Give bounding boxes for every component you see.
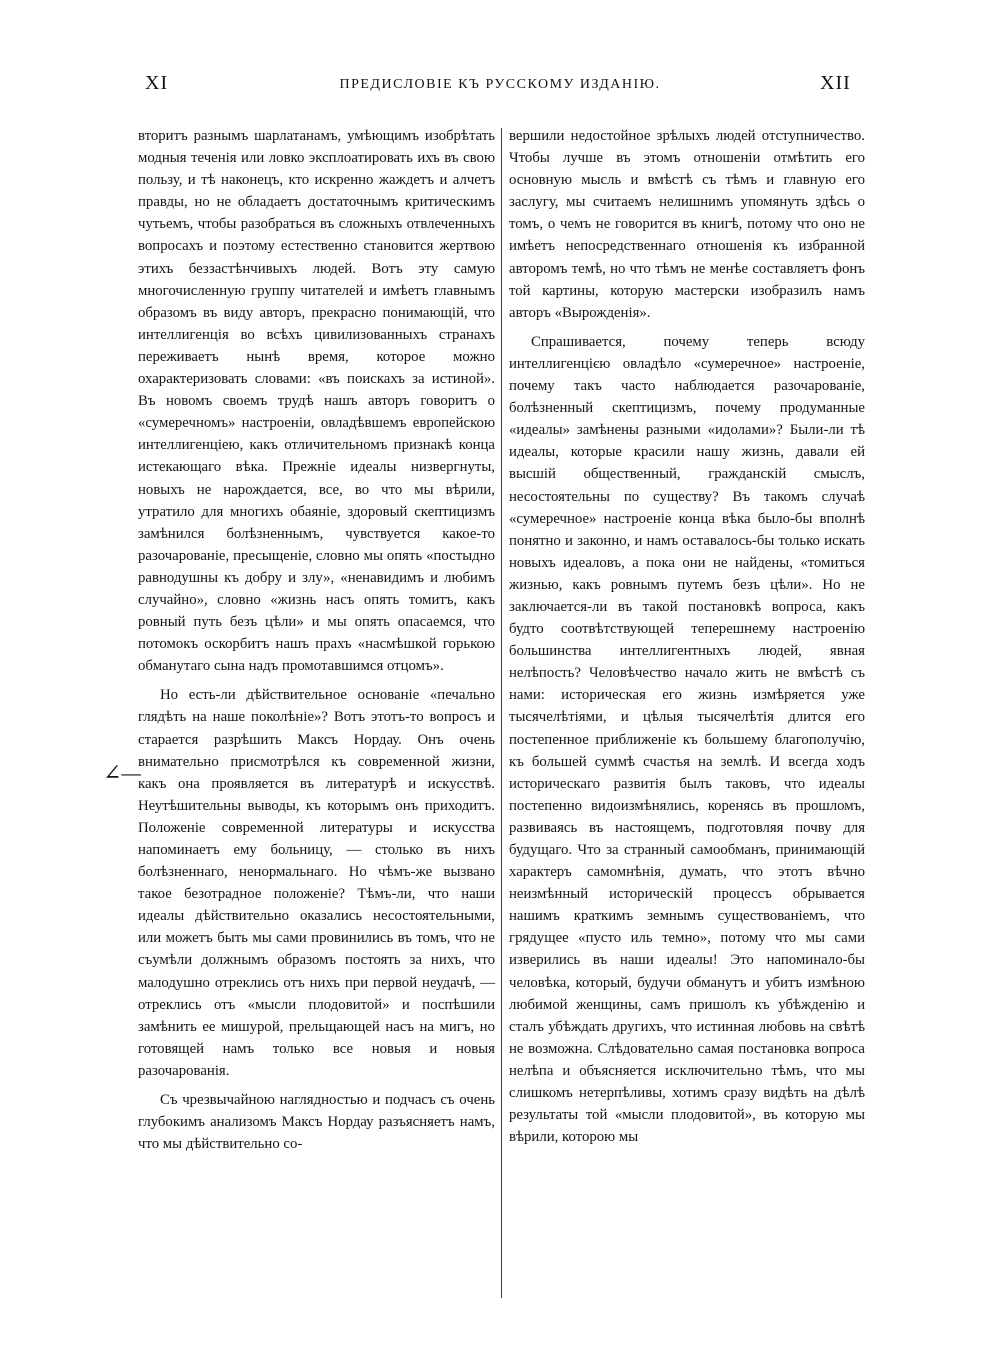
page-number-right: XII xyxy=(820,72,851,94)
left-paragraph-2: Но есть-ли дѣйствительное основаніе «печально глядѣть на наше поколѣніе»? Вотъ этотъ-то вопросъ и старается разрѣшить Максъ Нордау. Онъ очень внимательно присмотрѣлся къ современной жизни, какъ она проявляется въ литературѣ и искусствѣ. Неутѣшительны выводы, къ которымъ онъ приходитъ. Положеніе современной литературы и искусства напоминаетъ ему больницу, — столько въ нихъ болѣзненнаго, ненормальнаго. Но чѣмъ-же вызвано такое безотрадное положеніе? Тѣмъ-ли, что наши идеалы дѣйствительно оказались несостоятельными, или можетъ быть мы сами провинились въ томъ, что не съумѣли должнымъ образомъ постоять за нихъ, что малодушно отреклись отъ нихъ при первой неудачѣ, — отреклись отъ «мысли плодовитой» и поспѣшили замѣнить ее мишурой, прельщающей насъ на мигъ, но готовящей намъ только все новыя и новыя разочарованія. xyxy=(138,687,495,1079)
left-paragraph-1: вторитъ разнымъ шарлатанамъ, умѣющимъ изобрѣтать модныя теченія или ловко эксплоатировать ихъ въ свою пользу, и тѣ наконецъ, кто искренно жаждетъ и алчетъ правды, но не обладаетъ достаточнымъ критическимъ чутьемъ, чтобы разобраться въ сложныхъ отвлеченныхъ вопросахъ и поэтому естественно становится жертвою этихъ беззастѣнчивыхъ людей. Вотъ эту самую многочисленную группу читателей и имѣетъ главнымъ образомъ въ виду авторъ, прекрасно понимающій, что интеллигенція во всѣхъ цивилизованныхъ странахъ переживаетъ нынѣ время, которое можно охарактеризовать словами: «въ поискахъ за истиной». Въ новомъ своемъ трудѣ нашъ авторъ говоритъ о «сумеречномъ» настроеніи, овладѣвшемъ европейскою интеллигенціею, какъ отличительномъ признакѣ конца истекающаго вѣка. Прежніе идеалы низвергнуты, новыхъ не нарождается, все, во что мы вѣрили, утратило для многихъ обаяніе, здоровый скептицизмъ замѣнился болѣзненнымъ, чувствуется какое-то разочарованіе, пресыщеніе, словно мы опять «постыдно равнодушны къ добру и злу», «ненавидимъ и любимъ случайно», словно «жизнь насъ опять томитъ, какъ ровный путь безъ цѣли» и мы опять опасаемся, что потомокъ оскорбитъ нашъ прахъ «насмѣшкой горькою обманутаго сына надъ промотавшимся отцомъ». xyxy=(138,128,495,675)
column-divider xyxy=(501,128,502,1298)
right-paragraph-1: вершили недостойное зрѣлыхъ людей отступничество. Чтобы лучше въ этомъ отношеніи отмѣтить его основную мысль и вмѣстѣ съ тѣмъ и главную его заслугу, мы считаемъ нелишнимъ упомянуть здѣсь о томъ, о чемъ не говорится въ книгѣ, потому что оно не имѣетъ непосредственнаго отношенія къ избранной авторомъ темѣ, но что тѣмъ не менѣе составляетъ фонъ той картины, которую мастерски изобразилъ намъ авторъ «Вырожденія». xyxy=(509,128,865,321)
left-paragraph-3: Съ чрезвычайною наглядностью и подчасъ съ очень глубокимъ анализомъ Максъ Нордау разъясняетъ намъ, что мы дѣйствительно со- xyxy=(138,1092,495,1153)
page-number-left: XI xyxy=(145,72,169,94)
page-header xyxy=(0,72,1000,102)
left-column xyxy=(138,125,495,1162)
running-title: ПРЕДИСЛОВІЕ КЪ РУССКОМУ ИЗДАНІЮ. xyxy=(339,77,661,92)
right-column xyxy=(509,125,865,1155)
margin-pencil-mark: ∠— xyxy=(103,760,141,785)
right-paragraph-2: Спрашивается, почему теперь всюду интеллигенцією овладѣло «сумеречное» настроеніе, почему такъ часто наблюдается разочарованіе, болѣзненный скептицизмъ, почему продуманные «идеалы» замѣнены разными «идолами»? Были-ли тѣ идеалы, которые красили нашу жизнь, давали ей высшій общественный, гражданскій смыслъ, несостоятельны по существу? Въ такомъ случаѣ «сумеречное» настроеніе конца вѣка было-бы вполнѣ понятно и законно, и намъ оставалось-бы только искать новыхъ идеаловъ, а пока они не найдены, «томиться жизнью, какъ ровнымъ путемъ безъ цѣли». Но не заключается-ли въ такой постановкѣ вопроса, какъ будто соотвѣтствующей теперешнему настроенію большинства интеллигентныхъ людей, явная нелѣпость? Человѣчество начало жить не вмѣстѣ съ нами: историческая его жизнь измѣряется уже тысячелѣтіями, и цѣлыя тысячелѣтія длится его постепенное приближеніе къ большему благополучію, къ большей суммѣ счастья на землѣ. И всегда ходъ историческаго развитія былъ таковъ, что идеалы постепенно видоизмѣнялись, коренясь въ прошломъ, развиваясь въ настоящемъ, подготовляя почву для будущаго. Что за странный самообманъ, принимающій характеръ самомнѣнія, думать, что этотъ вѣчно неизмѣнный историческій процессъ обрывается нашимъ краткимъ земнымъ существованіемъ, что грядущее «пусто иль темно», потому что мы сами изверились въ наши идеалы! Это напоминало-бы человѣка, который, будучи обманутъ и убитъ измѣною любимой женщины, самъ пришолъ къ убѣжденію и сталъ убѣждать другихъ, что истинная любовь на свѣтѣ не возможна. Слѣдовательно самая постановка вопроса нелѣпа и объясняется исключительно тѣмъ, что мы слишкомъ нетерпѣливы, хотимъ сразу видѣть на дѣлѣ результаты той «мысли плодовитой», въ которую мы вѣрили, которою мы xyxy=(509,333,865,1146)
